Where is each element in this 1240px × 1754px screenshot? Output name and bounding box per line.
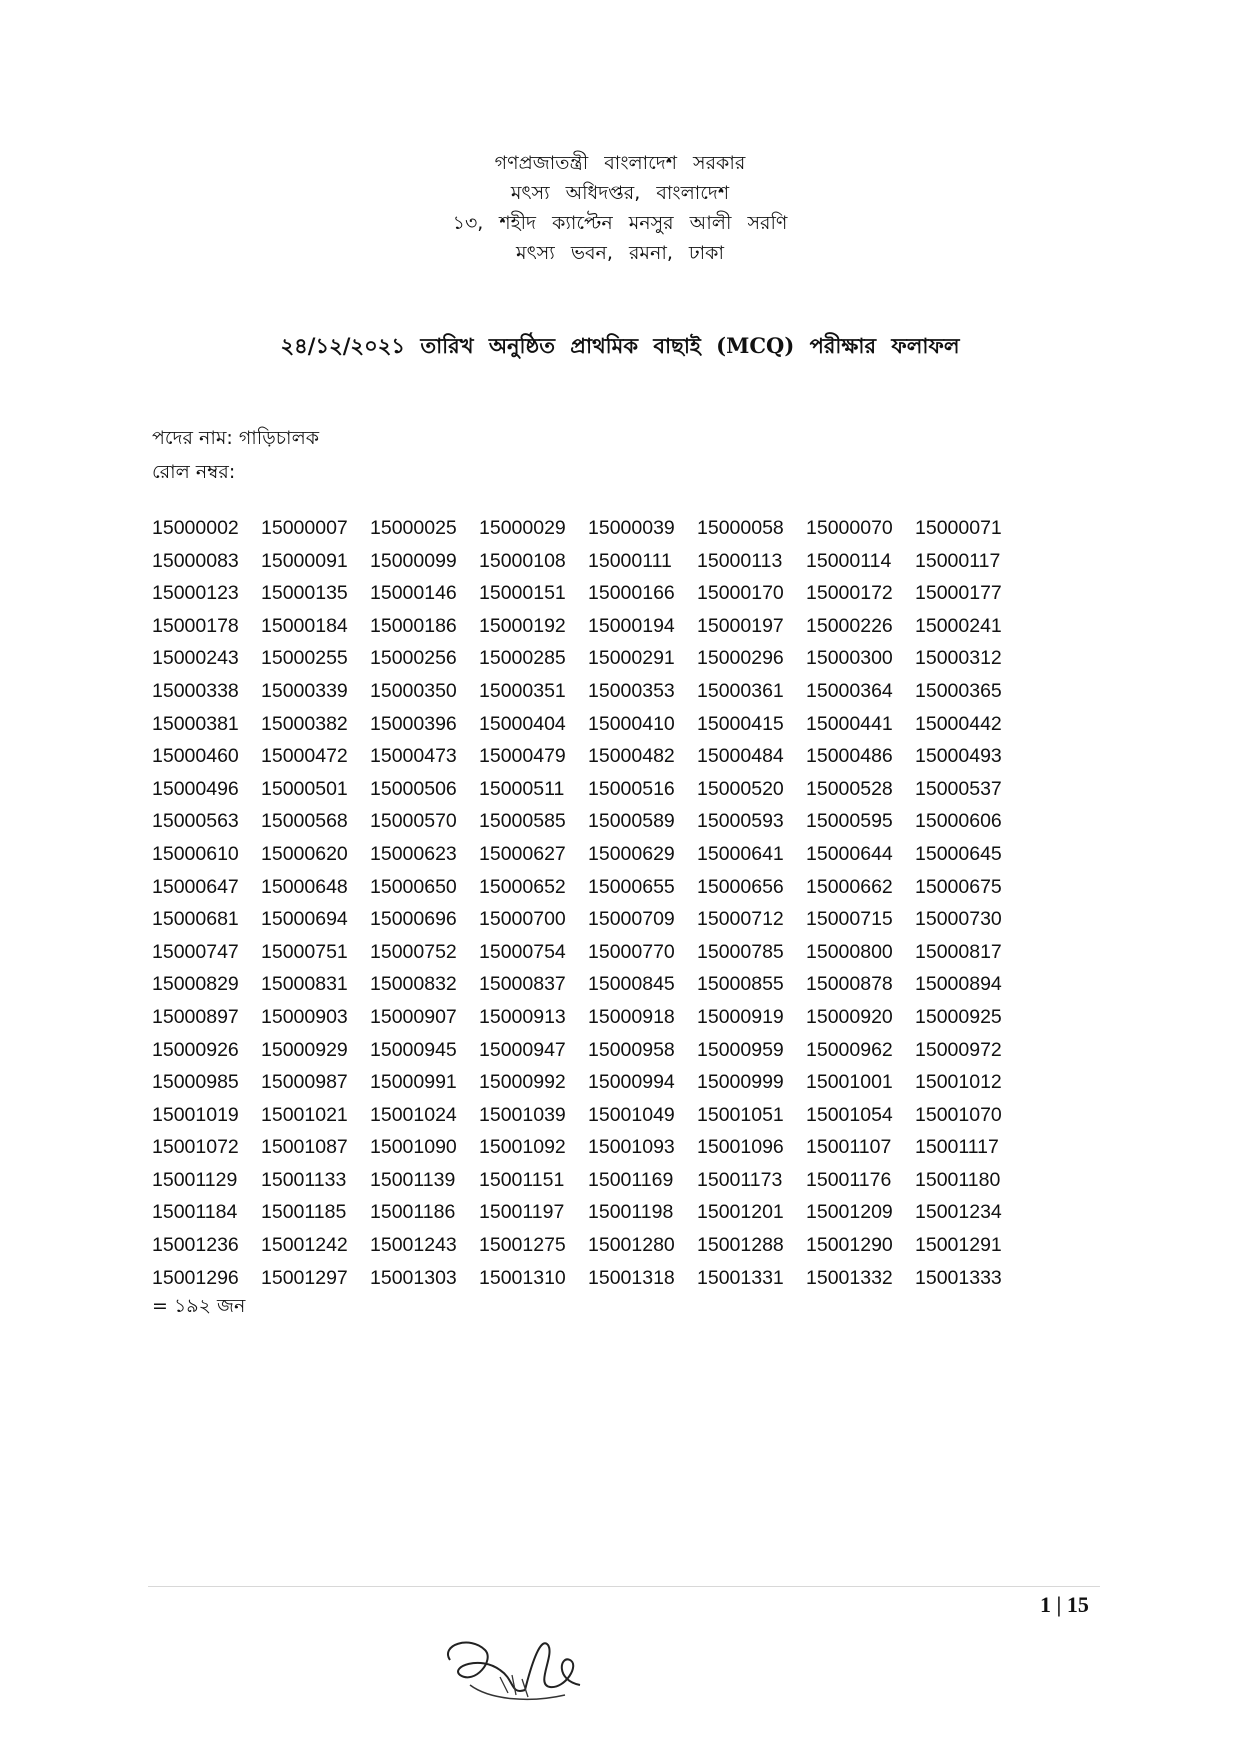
roll-number: 15001012 [915, 1071, 1002, 1094]
roll-number: 15000785 [697, 940, 784, 963]
roll-number: 15000647 [152, 875, 239, 898]
roll-number: 15001039 [479, 1103, 566, 1126]
roll-number: 15000396 [370, 712, 457, 735]
roll-number: 15001303 [370, 1266, 457, 1289]
roll-number: 15000291 [588, 647, 675, 670]
roll-number: 15000987 [261, 1071, 348, 1094]
roll-number: 15000629 [588, 842, 675, 865]
roll-number: 15000897 [152, 1005, 239, 1028]
roll-number: 15000855 [697, 973, 784, 996]
roll-number: 15000945 [370, 1038, 457, 1061]
roll-number: 15000655 [588, 875, 675, 898]
signature-icon [430, 1615, 610, 1715]
roll-number: 15001234 [915, 1201, 1002, 1224]
roll-number: 15000903 [261, 1005, 348, 1028]
roll-number: 15001001 [806, 1071, 893, 1094]
roll-number: 15000958 [588, 1038, 675, 1061]
roll-number: 15000563 [152, 810, 239, 833]
roll-number: 15000460 [152, 745, 239, 768]
roll-number: 15001151 [479, 1168, 565, 1191]
roll-number: 15000486 [806, 745, 893, 768]
roll-number: 15000610 [152, 842, 239, 865]
header-line-building: মৎস্য ভবন, রমনা, ঢাকা [516, 242, 724, 264]
roll-number: 15000506 [370, 777, 457, 800]
roll-number: 15000255 [261, 647, 348, 670]
roll-number: 15000907 [370, 1005, 457, 1028]
roll-number: 15000715 [806, 908, 893, 931]
roll-number: 15001096 [697, 1136, 784, 1159]
roll-number: 15000994 [588, 1071, 675, 1094]
roll-number: 15001209 [806, 1201, 893, 1224]
roll-number: 15001019 [152, 1103, 239, 1126]
roll-number: 15000589 [588, 810, 675, 833]
roll-number: 15000752 [370, 940, 457, 963]
roll-number: 15001070 [915, 1103, 1002, 1126]
roll-number: 15000623 [370, 842, 457, 865]
roll-number: 15001117 [915, 1136, 999, 1159]
roll-number: 15000365 [915, 679, 1002, 702]
roll-number: 15001024 [370, 1103, 457, 1126]
roll-number: 15000123 [152, 582, 239, 605]
office-header [0, 148, 1240, 268]
roll-number: 15001072 [152, 1136, 239, 1159]
roll-number: 15000178 [152, 614, 239, 637]
roll-number: 15000837 [479, 973, 566, 996]
roll-number: 15001280 [588, 1234, 675, 1257]
roll-number: 15001180 [915, 1168, 1001, 1191]
roll-number: 15000184 [261, 614, 348, 637]
roll-number: 15000754 [479, 940, 566, 963]
roll-number: 15000991 [370, 1071, 457, 1094]
roll-number: 15001197 [479, 1201, 565, 1224]
roll-number: 15000929 [261, 1038, 348, 1061]
roll-number: 15000479 [479, 745, 566, 768]
roll-number: 15001275 [479, 1234, 566, 1257]
roll-number: 15000025 [370, 517, 457, 539]
roll-number: 15000620 [261, 842, 348, 865]
roll-number: 15000694 [261, 908, 348, 931]
roll-number: 15000108 [479, 549, 566, 572]
roll-number-label: রোল নম্বর: [152, 461, 236, 483]
roll-number: 15000662 [806, 875, 893, 898]
roll-number: 15000111 [588, 549, 672, 572]
roll-number: 15000071 [915, 517, 1002, 539]
roll-number: 15000192 [479, 614, 566, 637]
roll-number: 15000627 [479, 842, 566, 865]
roll-number: 15001296 [152, 1266, 239, 1289]
header-line-government: গণপ্রজাতন্ত্রী বাংলাদেশ সরকার [494, 152, 746, 174]
roll-number: 15000644 [806, 842, 893, 865]
roll-number: 15000926 [152, 1038, 239, 1061]
roll-number: 15000925 [915, 1005, 1002, 1028]
roll-number: 15000172 [806, 582, 893, 605]
roll-number: 15000083 [152, 549, 239, 572]
roll-number: 15000338 [152, 679, 239, 702]
roll-number: 15000300 [806, 647, 893, 670]
roll-number: 15000537 [915, 777, 1002, 800]
roll-number: 15000312 [915, 647, 1002, 670]
roll-number: 15000484 [697, 745, 784, 768]
roll-number: 15000919 [697, 1005, 784, 1028]
roll-number: 15000606 [915, 810, 1002, 833]
roll-number: 15000197 [697, 614, 784, 637]
roll-number: 15000339 [261, 679, 348, 702]
roll-number: 15000817 [915, 940, 1002, 963]
roll-number: 15000641 [697, 842, 784, 865]
roll-number: 15000002 [152, 517, 239, 539]
roll-number: 15001331 [697, 1266, 784, 1289]
roll-number: 15001318 [588, 1266, 675, 1289]
roll-number: 15000099 [370, 549, 457, 572]
roll-number: 15000730 [915, 908, 1002, 931]
roll-number: 15000441 [806, 712, 893, 735]
roll-number: 15001198 [588, 1201, 674, 1224]
roll-number: 15000351 [479, 679, 566, 702]
roll-number: 15001290 [806, 1234, 893, 1257]
roll-number: 15000091 [261, 549, 348, 572]
roll-number: 15000751 [261, 940, 348, 963]
roll-number: 15000146 [370, 582, 457, 605]
roll-number: 15001242 [261, 1234, 348, 1257]
roll-number: 15000516 [588, 777, 675, 800]
roll-number: 15001054 [806, 1103, 893, 1126]
roll-number: 15000256 [370, 647, 457, 670]
roll-number: 15000482 [588, 745, 675, 768]
roll-number: 15000570 [370, 810, 457, 833]
roll-number: 15000962 [806, 1038, 893, 1061]
roll-number: 15001291 [915, 1234, 1002, 1257]
roll-number: 15001185 [261, 1201, 347, 1224]
roll-number: 15000520 [697, 777, 784, 800]
roll-number: 15000656 [697, 875, 784, 898]
roll-number: 15000650 [370, 875, 457, 898]
roll-number: 15000700 [479, 908, 566, 931]
roll-number: 15000442 [915, 712, 1002, 735]
result-title: ২৪/১২/২০২১ তারিখ অনুষ্ঠিত প্রাথমিক বাছাই (MCQ) পরীক্ষার ফলাফল [280, 333, 960, 358]
roll-number: 15000404 [479, 712, 566, 735]
roll-number: 15000511 [479, 777, 565, 800]
roll-number: 15000501 [261, 777, 348, 800]
footer-divider [148, 1586, 1100, 1587]
roll-number: 15001133 [261, 1168, 347, 1191]
roll-number: 15000410 [588, 712, 675, 735]
roll-number: 15000151 [479, 582, 566, 605]
roll-number: 15000364 [806, 679, 893, 702]
roll-number: 15000177 [915, 582, 1002, 605]
roll-number: 15001051 [697, 1103, 784, 1126]
roll-number: 15000114 [806, 549, 892, 572]
roll-number: 15000029 [479, 517, 566, 539]
roll-number: 15001288 [697, 1234, 784, 1257]
roll-number: 15000681 [152, 908, 239, 931]
roll-number: 15000186 [370, 614, 457, 637]
roll-number: 15001129 [152, 1168, 238, 1191]
roll-number: 15000652 [479, 875, 566, 898]
roll-number: 15000593 [697, 810, 784, 833]
roll-number: 15000243 [152, 647, 239, 670]
roll-number: 15000985 [152, 1071, 239, 1094]
total-count: = ১৯২ জন [152, 1295, 246, 1317]
roll-number: 15001107 [806, 1136, 892, 1159]
roll-number: 15000568 [261, 810, 348, 833]
roll-number: 15000381 [152, 712, 239, 735]
roll-number: 15000920 [806, 1005, 893, 1028]
roll-number: 15000832 [370, 973, 457, 996]
roll-number: 15000709 [588, 908, 675, 931]
roll-number: 15000170 [697, 582, 784, 605]
roll-number: 15000350 [370, 679, 457, 702]
roll-number: 15000712 [697, 908, 784, 931]
roll-number: 15001184 [152, 1201, 238, 1224]
roll-number: 15000648 [261, 875, 348, 898]
roll-number: 15000296 [697, 647, 784, 670]
roll-number: 15001173 [697, 1168, 783, 1191]
roll-number: 15000831 [261, 973, 348, 996]
roll-number: 15000285 [479, 647, 566, 670]
roll-number: 15000918 [588, 1005, 675, 1028]
roll-number: 15001201 [697, 1201, 784, 1224]
roll-number: 15000353 [588, 679, 675, 702]
roll-number: 15001243 [370, 1234, 457, 1257]
roll-number: 15000959 [697, 1038, 784, 1061]
roll-number: 15000113 [697, 549, 783, 572]
roll-number: 15000696 [370, 908, 457, 931]
roll-number: 15000585 [479, 810, 566, 833]
roll-number: 15000493 [915, 745, 1002, 768]
roll-number: 15000070 [806, 517, 893, 539]
roll-number: 15000007 [261, 517, 348, 539]
roll-number: 15001092 [479, 1136, 566, 1159]
roll-number: 15000472 [261, 745, 348, 768]
roll-number: 15001169 [588, 1168, 674, 1191]
page-number: 1 | 15 [1040, 1592, 1089, 1617]
roll-number: 15000913 [479, 1005, 566, 1028]
post-name: পদের নাম: গাড়িচালক [152, 427, 320, 449]
header-line-department: মৎস্য অধিদপ্তর, বাংলাদেশ [510, 182, 730, 204]
roll-number: 15001186 [370, 1201, 456, 1224]
roll-number: 15000894 [915, 973, 1002, 996]
roll-number: 15000117 [915, 549, 1001, 572]
header-line-street: ১৩, শহীদ ক্যাপ্টেন মনসুর আলী সরণি [452, 212, 788, 234]
roll-number: 15000947 [479, 1038, 566, 1061]
roll-number: 15000039 [588, 517, 675, 539]
roll-number: 15000845 [588, 973, 675, 996]
roll-number: 15001021 [261, 1103, 348, 1126]
roll-number: 15001139 [370, 1168, 456, 1191]
roll-number: 15000528 [806, 777, 893, 800]
roll-number: 15000166 [588, 582, 675, 605]
roll-number: 15000999 [697, 1071, 784, 1094]
roll-number: 15000415 [697, 712, 784, 735]
roll-number: 15001087 [261, 1136, 348, 1159]
roll-number: 15001297 [261, 1266, 348, 1289]
roll-number: 15001236 [152, 1234, 239, 1257]
roll-number: 15000496 [152, 777, 239, 800]
roll-number: 15001310 [479, 1266, 566, 1289]
roll-number: 15000972 [915, 1038, 1002, 1061]
roll-number: 15000241 [915, 614, 1002, 637]
roll-number: 15000595 [806, 810, 893, 833]
roll-number: 15000878 [806, 973, 893, 996]
roll-number: 15001332 [806, 1266, 893, 1289]
roll-number: 15001093 [588, 1136, 675, 1159]
roll-number: 15000473 [370, 745, 457, 768]
roll-number: 15000135 [261, 582, 348, 605]
roll-number: 15000992 [479, 1071, 566, 1094]
roll-number: 15000058 [697, 517, 784, 539]
roll-number: 15000770 [588, 940, 675, 963]
roll-number: 15000194 [588, 614, 675, 637]
roll-number: 15001333 [915, 1266, 1002, 1289]
roll-number: 15001090 [370, 1136, 457, 1159]
roll-number: 15000829 [152, 973, 239, 996]
roll-number: 15001176 [806, 1168, 892, 1191]
roll-number: 15000747 [152, 940, 239, 963]
roll-number: 15000675 [915, 875, 1002, 898]
roll-number: 15000382 [261, 712, 348, 735]
roll-number: 15000226 [806, 614, 893, 637]
roll-number: 15001049 [588, 1103, 675, 1126]
roll-number-grid [152, 512, 1024, 1294]
roll-number: 15000361 [697, 679, 784, 702]
roll-number: 15000645 [915, 842, 1002, 865]
roll-number: 15000800 [806, 940, 893, 963]
